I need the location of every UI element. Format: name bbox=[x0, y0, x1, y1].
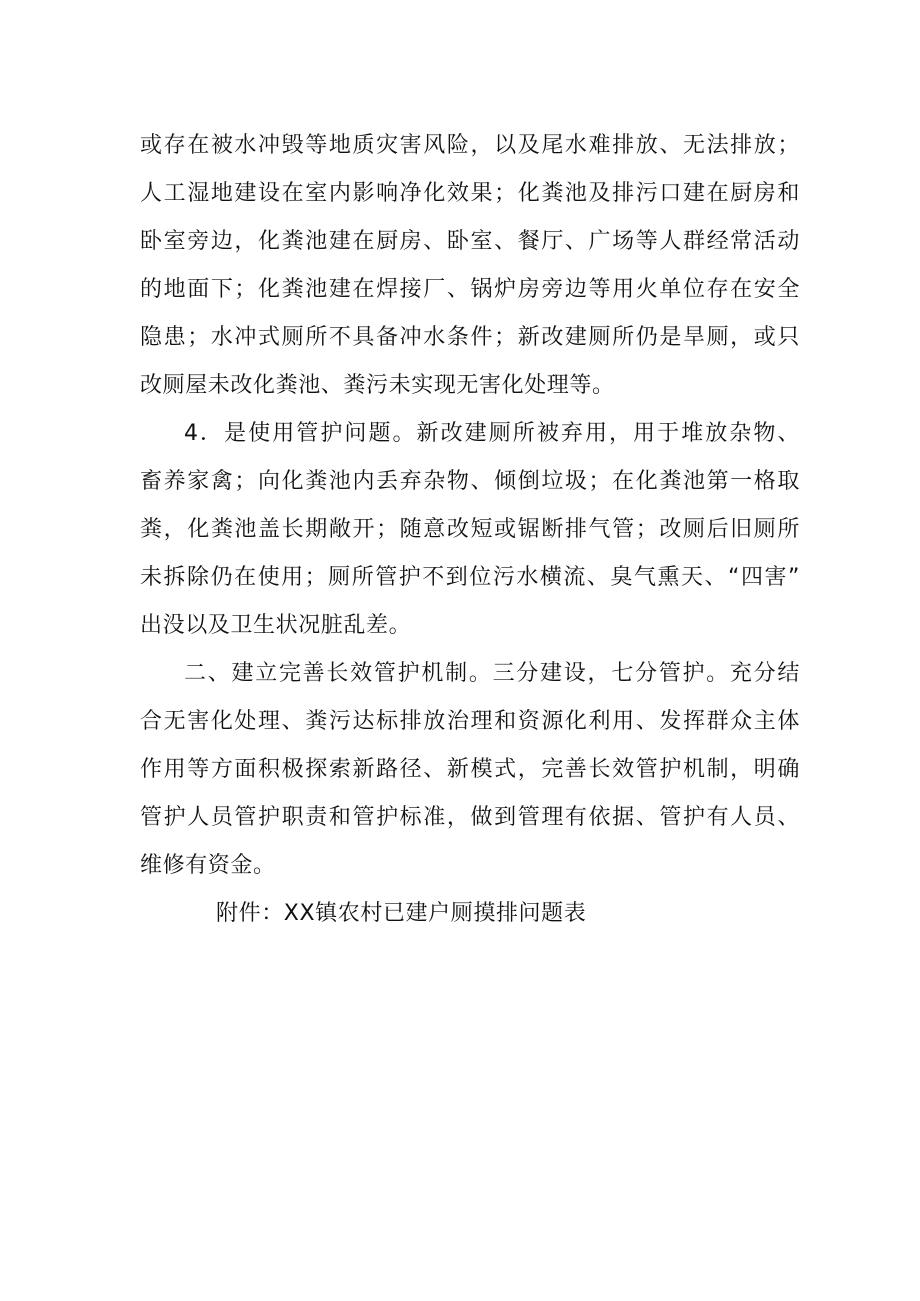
text-line: 出没以及卫生状况脏乱差。 bbox=[140, 613, 412, 638]
text-line: 粪，化粪池盖长期敞开；随意改短或锯断排气管；改厕后旧厕所 bbox=[140, 517, 800, 542]
text-line: 维修有资金。 bbox=[140, 853, 276, 878]
text-line: 的地面下；化粪池建在焊接厂、锅炉房旁边等用火单位存在安全 bbox=[140, 277, 800, 302]
attachment-line: 附件：XX镇农村已建户厕摸排问题表 bbox=[216, 901, 587, 926]
text-line: 4．是使用管护问题。新改建厕所被弃用，用于堆放杂物、 bbox=[184, 421, 800, 446]
text-line: 二、建立完善长效管护机制。三分建设，七分管护。充分结 bbox=[184, 661, 800, 686]
text-line: 畜养家禽；向化粪池内丢弃杂物、倾倒垃圾；在化粪池第一格取 bbox=[140, 469, 800, 494]
text-line: 合无害化处理、粪污达标排放治理和资源化利用、发挥群众主体 bbox=[140, 709, 800, 734]
paragraph-toilet-construction-issues bbox=[140, 122, 800, 410]
text-line: 卧室旁边，化粪池建在厨房、卧室、餐厅、广场等人群经常活动 bbox=[140, 229, 800, 254]
text-line: 管护人员管护职责和管护标准，做到管理有依据、管护有人员、 bbox=[140, 805, 800, 830]
text-line: 作用等方面积极探索新路径、新模式，完善长效管护机制，明确 bbox=[140, 757, 800, 782]
paragraph-long-term-mechanism bbox=[140, 650, 800, 890]
text-line: 改厕屋未改化粪池、粪污未实现无害化处理等。 bbox=[140, 373, 615, 398]
text-line: 隐患；水冲式厕所不具备冲水条件；新改建厕所仍是旱厕，或只 bbox=[140, 325, 800, 350]
text-line: 未拆除仍在使用；厕所管护不到位污水横流、臭气熏天、“四害” bbox=[140, 565, 800, 590]
paragraph-usage-maintenance-issues bbox=[140, 410, 800, 650]
text-line: 人工湿地建设在室内影响净化效果；化粪池及排污口建在厨房和 bbox=[140, 181, 800, 206]
document-body bbox=[140, 122, 800, 938]
text-line: 或存在被水冲毁等地质灾害风险，以及尾水难排放、无法排放； bbox=[140, 133, 800, 158]
